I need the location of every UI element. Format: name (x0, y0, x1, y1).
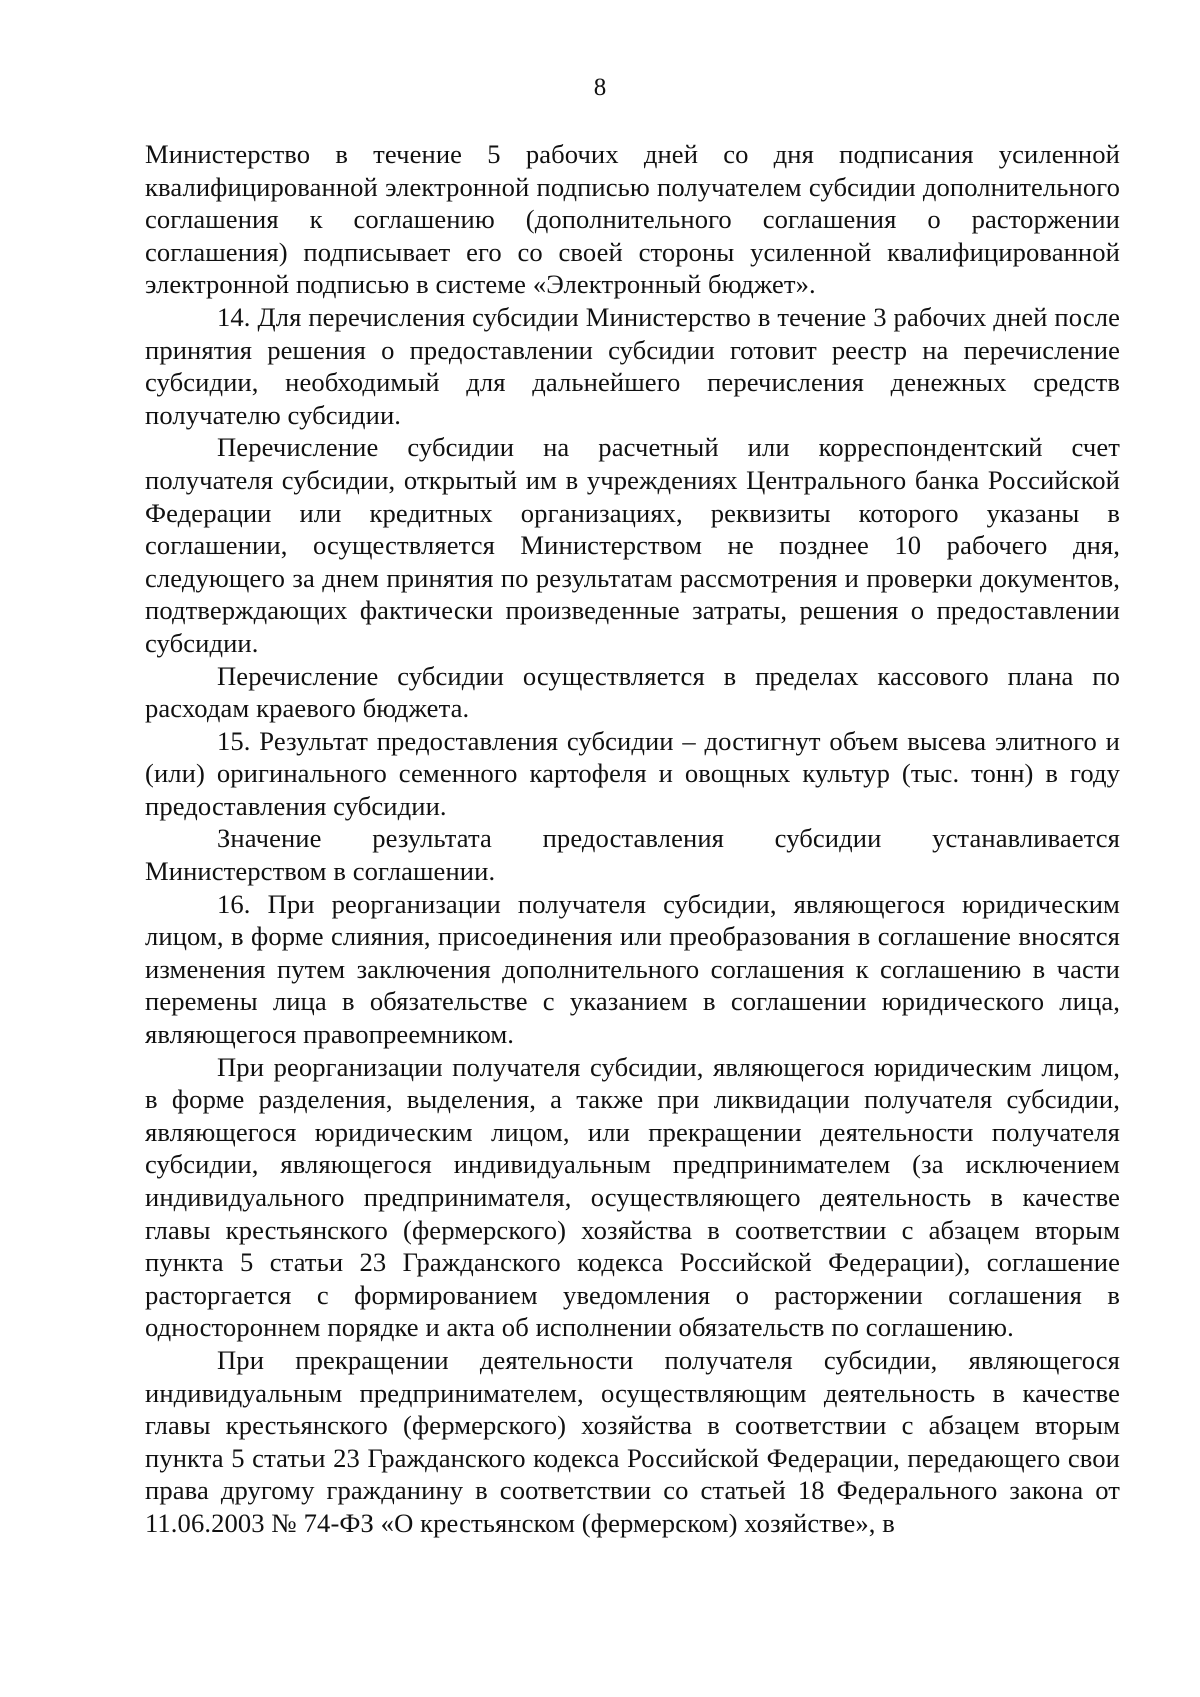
paragraph-1: Министерство в течение 5 рабочих дней со дня подписания усиленной квалифицированной электронной подписью получателем субсидии дополнительного соглашения к соглашению (дополнительного соглашения о расторжении соглашения) подписывает его со своей стороны усиленной квалифицированной электронной подписью в системе «Электронный бюджет». (145, 139, 1120, 300)
paragraph-7: 16. При реорганизации получателя субсидии, являющегося юридическим лицом, в форме слияния, присоединения или преобразования в соглашение вносятся изменения путем заключения дополнительного соглашения к соглашению в части перемены лица в обязательстве с указанием в соглашении юридического лица, являющегося правопреемником. (145, 888, 1120, 1050)
paragraph-6: Значение результата предоставления субсидии устанавливается Министерством в соглашении. (145, 823, 1120, 887)
paragraph-5: 15. Результат предоставления субсидии – достигнут объем высева элитного и (или) оригинального семенного картофеля и овощных культур (тыс. тонн) в году предоставления субсидии. (145, 725, 1120, 821)
paragraph-3: Перечисление субсидии на расчетный или корреспондентский счет получателя субсидии, открытый им в учреждениях Центрального банка Российской Федерации или кредитных организациях, реквизиты которого указаны в соглашении, осуществляется Министерством не позднее 10 рабочего дня, следующего за днем принятия по результатам рассмотрения и проверки документов, подтверждающих фактически произведенные затраты, решения о предоставлении субсидии. (145, 432, 1120, 658)
page-number: 8 (593, 74, 607, 101)
paragraph-9: При прекращении деятельности получателя субсидии, являющегося индивидуальным предпринимателем, осуществляющим деятельность в качестве главы крестьянского (фермерского) хозяйства в соответствии с абзацем вторым пункта 5 статьи 23 Гражданского кодекса Российской Федерации, передающего свои права другому гражданину в соответствии со статьей 18 Федерального закона от 11.06.2003 № 74-ФЗ «О крестьянском (фермерском) хозяйстве», в (145, 1344, 1120, 1538)
paragraph-8: При реорганизации получателя субсидии, являющегося юридическим лицом, в форме разделения, выделения, а также при ликвидации получателя субсидии, являющегося юридическим лицом, или прекращении деятельности получателя субсидии, являющегося индивидуальным предпринимателем (за исключением индивидуального предпринимателя, осуществляющего деятельность в качестве главы крестьянского (фермерского) хозяйства в соответствии с абзацем вторым пункта 5 статьи 23 Гражданского кодекса Российской Федерации), соглашение расторгается с формированием уведомления о расторжении соглашения в одностороннем порядке и акта об исполнении обязательств по соглашению. (145, 1051, 1120, 1343)
document-body (145, 138, 1120, 1540)
paragraph-4: Перечисление субсидии осуществляется в пределах кассового плана по расходам краевого бюджета. (145, 660, 1120, 724)
paragraph-2: 14. Для перечисления субсидии Министерство в течение 3 рабочих дней после принятия решения о предоставлении субсидии готовит реестр на перечисление субсидии, необходимый для дальнейшего перечисления денежных средств получателю субсидии. (145, 301, 1120, 430)
